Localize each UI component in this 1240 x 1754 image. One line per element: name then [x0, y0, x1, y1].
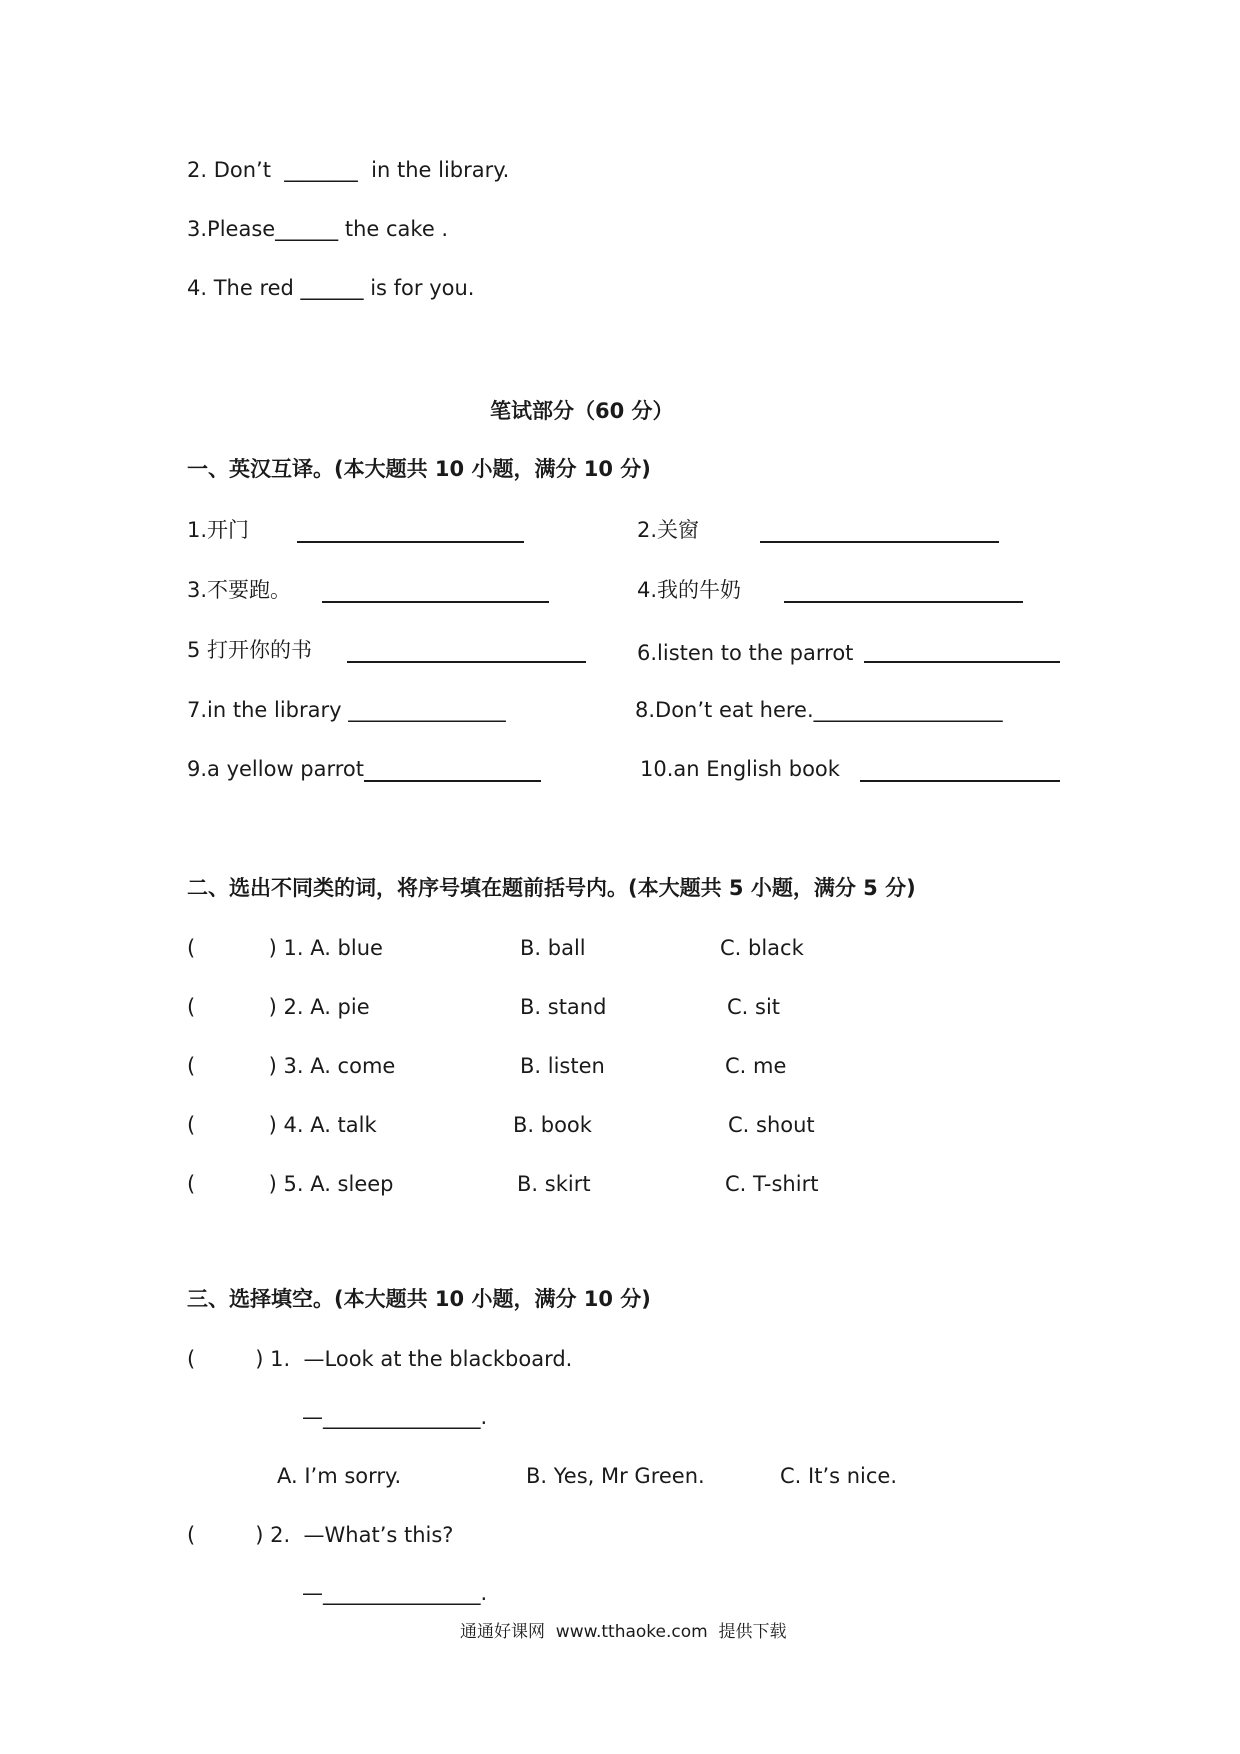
part2-row-4-option-b: B. book: [513, 1113, 592, 1137]
part2-row-1-option-c: C. black: [720, 936, 804, 960]
part1-item-9: 9.a yellow parrot: [187, 757, 365, 781]
part3-q2-stem: ( ) 2. —What’s this?: [187, 1523, 454, 1547]
answer-line-10[interactable]: [860, 780, 1060, 782]
question-4-text: 4. The red ______ is for you.: [187, 276, 475, 300]
part2-row-3-option-b: B. listen: [520, 1054, 605, 1078]
part1-item-6: 6.listen to the parrot: [637, 641, 854, 665]
part1-item-3: 3.不要跑。: [187, 578, 292, 602]
part2-row-2-option-b: B. stand: [520, 995, 607, 1019]
part2-heading: 二、选出不同类的词，将序号填在题前括号内。(本大题共 5 小题，满分 5 分): [187, 876, 916, 900]
question-3-text: 3.Please______ the cake .: [187, 217, 449, 241]
answer-line-2[interactable]: [760, 541, 999, 543]
part3-q1-option-c: C. It’s nice.: [780, 1464, 898, 1488]
part3-q1-option-b: B. Yes, Mr Green.: [526, 1464, 705, 1488]
page-footer: 通通好课网 www.tthaoke.com 提供下载: [460, 1622, 787, 1642]
answer-line-5[interactable]: [347, 661, 586, 663]
part2-row-2-option-c: C. sit: [727, 995, 781, 1019]
part3-heading: 三、选择填空。(本大题共 10 小题，满分 10 分): [187, 1287, 651, 1311]
answer-line-9[interactable]: [364, 780, 541, 782]
part1-item-8: 8.Don’t eat here.__________________: [635, 698, 1003, 722]
part2-row-2: ( ) 2. A. pie: [187, 995, 370, 1019]
part2-row-4: ( ) 4. A. talk: [187, 1113, 377, 1137]
part2-row-4-option-c: C. shout: [728, 1113, 815, 1137]
part1-heading: 一、英汉互译。(本大题共 10 小题，满分 10 分): [187, 457, 651, 481]
question-2-text: 2. Don’t _______ in the library.: [187, 158, 510, 182]
section-title: 笔试部分（60 分）: [490, 399, 674, 423]
part3-q1-answer: —_______________.: [302, 1405, 488, 1429]
part1-item-10: 10.an English book: [640, 757, 840, 781]
answer-line-3[interactable]: [322, 601, 549, 603]
part2-row-5: ( ) 5. A. sleep: [187, 1172, 394, 1196]
part2-row-5-option-b: B. skirt: [517, 1172, 591, 1196]
part2-row-1-option-b: B. ball: [520, 936, 586, 960]
part1-item-5: 5 打开你的书: [187, 638, 313, 662]
part1-item-7: 7.in the library _______________: [187, 698, 506, 722]
part2-row-5-option-c: C. T-shirt: [725, 1172, 819, 1196]
part1-item-2: 2.关窗: [637, 518, 700, 542]
answer-line-1[interactable]: [297, 541, 524, 543]
part3-q2-answer: —_______________.: [302, 1581, 488, 1605]
part2-row-3: ( ) 3. A. come: [187, 1054, 396, 1078]
part1-item-1: 1.开门: [187, 518, 250, 542]
answer-line-4[interactable]: [784, 601, 1023, 603]
part2-row-3-option-c: C. me: [725, 1054, 787, 1078]
answer-line-6[interactable]: [864, 661, 1060, 663]
part2-row-1: ( ) 1. A. blue: [187, 936, 383, 960]
part1-item-4: 4.我的牛奶: [637, 578, 742, 602]
part3-q1-option-a: A. I’m sorry.: [277, 1464, 402, 1488]
part3-q1-stem: ( ) 1. —Look at the blackboard.: [187, 1347, 573, 1371]
